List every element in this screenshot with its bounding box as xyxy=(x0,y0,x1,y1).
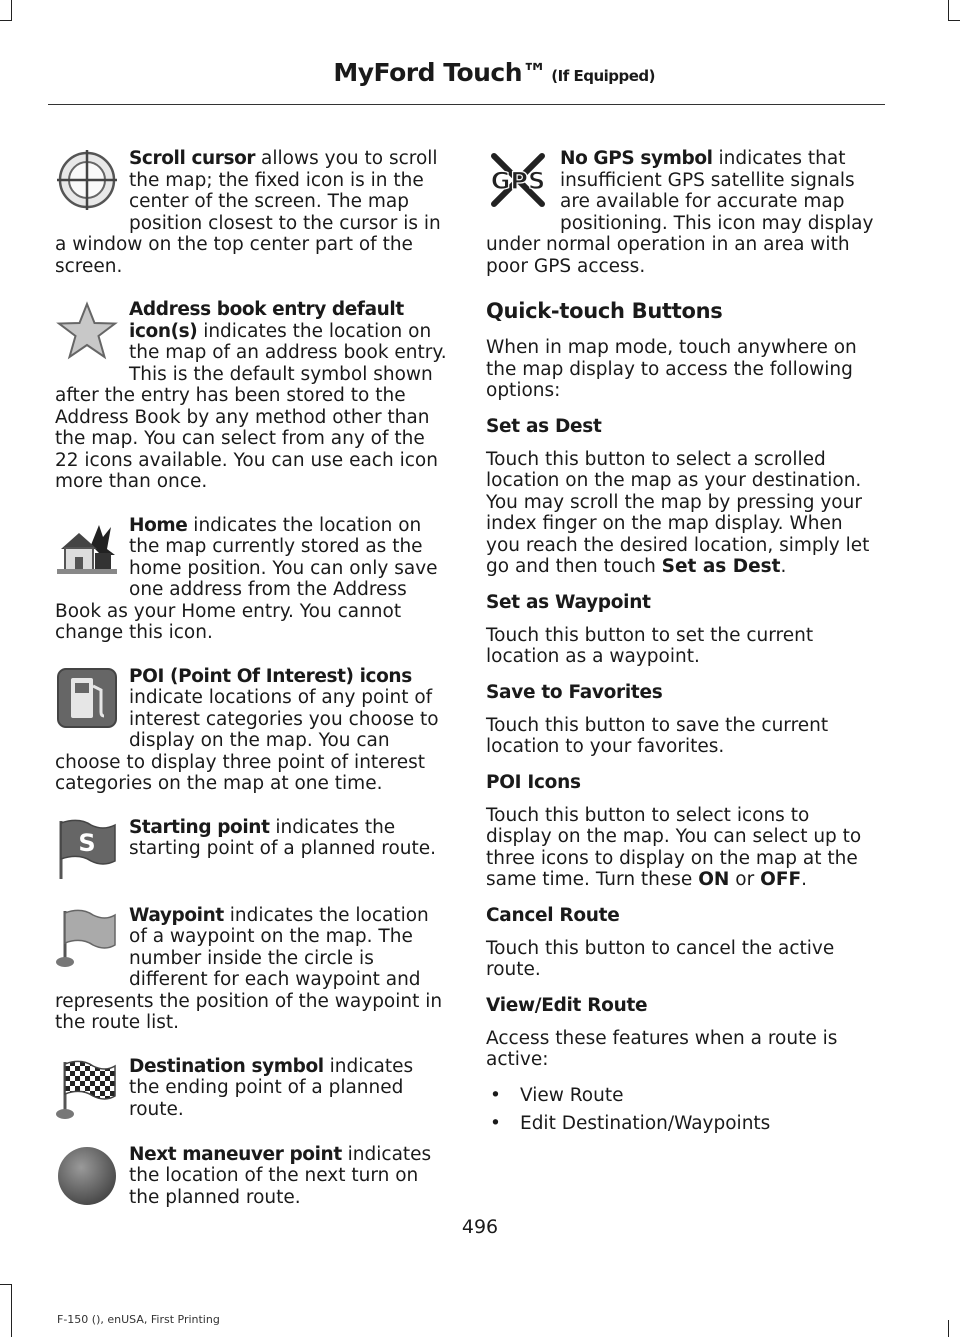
page-header-title xyxy=(333,58,655,87)
subheading-poi-icons: POI Icons xyxy=(486,771,581,793)
paragraph-poi-icons xyxy=(486,805,878,891)
entry-term: Destination symbol xyxy=(129,1055,324,1077)
entry-term: Next maneuver point xyxy=(129,1143,342,1165)
fuel-pump-icon xyxy=(55,666,119,730)
maneuver-dot-icon xyxy=(55,1144,119,1208)
left-column xyxy=(55,148,447,1232)
paragraph-save-to-favorites: Touch this button to save the current location to your favorites. xyxy=(486,714,829,757)
entry-starting-point xyxy=(55,817,447,883)
crop-mark xyxy=(0,20,12,21)
entry-no-gps-symbol xyxy=(486,148,878,277)
paragraph-set-as-dest xyxy=(486,449,878,578)
entry-text: indicates the location of the next turn on the planned route. xyxy=(129,1143,432,1208)
entry-scroll-cursor xyxy=(55,148,447,277)
header-rule xyxy=(48,104,885,105)
paragraph-set-as-waypoint: Touch this button to set the current location as a waypoint. xyxy=(486,624,814,667)
subheading-set-as-dest: Set as Dest xyxy=(486,415,602,437)
entry-text: indicates that insufficient GPS satellite signals are available for accurate map positioning. This icon may display under normal operation in an area with poor GPS access. xyxy=(486,148,874,277)
entry-term: Home xyxy=(129,514,188,536)
paragraph-cancel-route: Touch this button to cancel the active route. xyxy=(486,937,835,980)
footer-text: F-150 (), enUSA, First Printing xyxy=(57,1313,220,1326)
section-intro: When in map mode, touch anywhere on the map display to access the following options: xyxy=(486,337,857,401)
or-text: or xyxy=(729,869,761,890)
star-icon xyxy=(55,299,119,363)
paragraph-end: . xyxy=(780,556,787,577)
entry-home xyxy=(55,515,447,644)
entry-address-book-icon xyxy=(55,299,447,493)
subheading-view-edit-route: View/Edit Route xyxy=(486,994,648,1016)
entry-destination-symbol xyxy=(55,1056,447,1122)
subheading-set-as-waypoint: Set as Waypoint xyxy=(486,591,651,613)
entry-text: indicate locations of any point of interest categories you choose to display on the map. You can choose to display three point of interest categories on the map at one time. xyxy=(55,687,439,794)
start-flag-icon xyxy=(55,817,119,881)
entry-text: indicates the location on the map of an address book entry. This is the default symbol shown after the entry has been stored to the Address Book by any method other than the map. You can select from any of the 22 icons available. You can use each icon more than once. xyxy=(55,320,447,492)
subheading-save-to-favorites: Save to Favorites xyxy=(486,681,663,703)
entry-text: indicates the starting point of a planned route. xyxy=(129,816,437,859)
home-icon xyxy=(55,515,119,579)
entry-term: Scroll cursor xyxy=(129,148,256,169)
entry-text: indicates the location on the map currently stored as the home position. You can only save one address from the Address Book as your Home entry. You cannot change this icon. xyxy=(55,514,438,643)
crop-mark xyxy=(948,20,960,21)
entry-term: No GPS symbol xyxy=(560,148,713,169)
waypoint-flag-icon xyxy=(55,905,119,969)
entry-text: indicates the location of a waypoint on the map. The number inside the circle is different for each waypoint and represents the position of the waypoint in the route list. xyxy=(55,904,443,1033)
crop-mark xyxy=(948,0,949,20)
entry-term: Starting point xyxy=(129,816,270,838)
svg-text:S: S xyxy=(78,828,96,857)
no-gps-icon-label: GPS xyxy=(490,167,546,195)
button-reference: Set as Dest xyxy=(661,556,781,577)
entry-term: Address book entry default icon(s) xyxy=(129,299,404,342)
list-item: • Edit Destination/Waypoints xyxy=(486,1113,878,1135)
entry-term: POI (Point Of Interest) icons xyxy=(129,665,412,687)
subheading-cancel-route: Cancel Route xyxy=(486,904,620,926)
paragraph-end: . xyxy=(801,869,807,890)
paragraph-text: Touch this button to select a scrolled location on the map as your destination. You may scroll the map by pressing your index finger on the map display. When you reach the desired location, simply let go and then touch xyxy=(486,448,870,577)
entry-text: indicates the ending point of a planned route. xyxy=(129,1055,414,1120)
section-title: Quick-touch Buttons xyxy=(486,299,723,323)
entry-term: Waypoint xyxy=(129,904,224,926)
paragraph-view-edit-route: Access these features when a route is active: xyxy=(486,1027,838,1070)
crosshair-icon xyxy=(55,148,119,212)
checkered-flag-icon xyxy=(55,1056,119,1120)
crop-mark xyxy=(11,0,12,20)
no-gps-icon xyxy=(486,148,550,212)
crop-mark xyxy=(948,1320,949,1337)
entry-waypoint xyxy=(55,905,447,1034)
crop-mark xyxy=(11,1284,12,1337)
feature-list xyxy=(486,1085,878,1135)
entry-next-maneuver-point xyxy=(55,1144,447,1210)
paragraph-text: Touch this button to select icons to display on the map. You can select up to three icons to display on the map at the same time. Turn these xyxy=(486,804,862,890)
crop-mark xyxy=(0,1284,12,1285)
entry-poi-icons xyxy=(55,666,447,795)
header-title-suffix: (If Equipped) xyxy=(546,67,655,85)
off-label: OFF xyxy=(760,869,802,890)
page-number: 496 xyxy=(461,1216,499,1238)
header-title-main: MyFord Touch™ xyxy=(333,58,547,87)
entry-text: allows you to scroll the map; the fixed icon is in the center of the screen. The map position closest to the cursor is in a window on the top center part of the screen. xyxy=(55,148,441,277)
list-item: • View Route xyxy=(486,1085,878,1107)
on-label: ON xyxy=(698,869,730,890)
right-column xyxy=(486,148,878,1142)
